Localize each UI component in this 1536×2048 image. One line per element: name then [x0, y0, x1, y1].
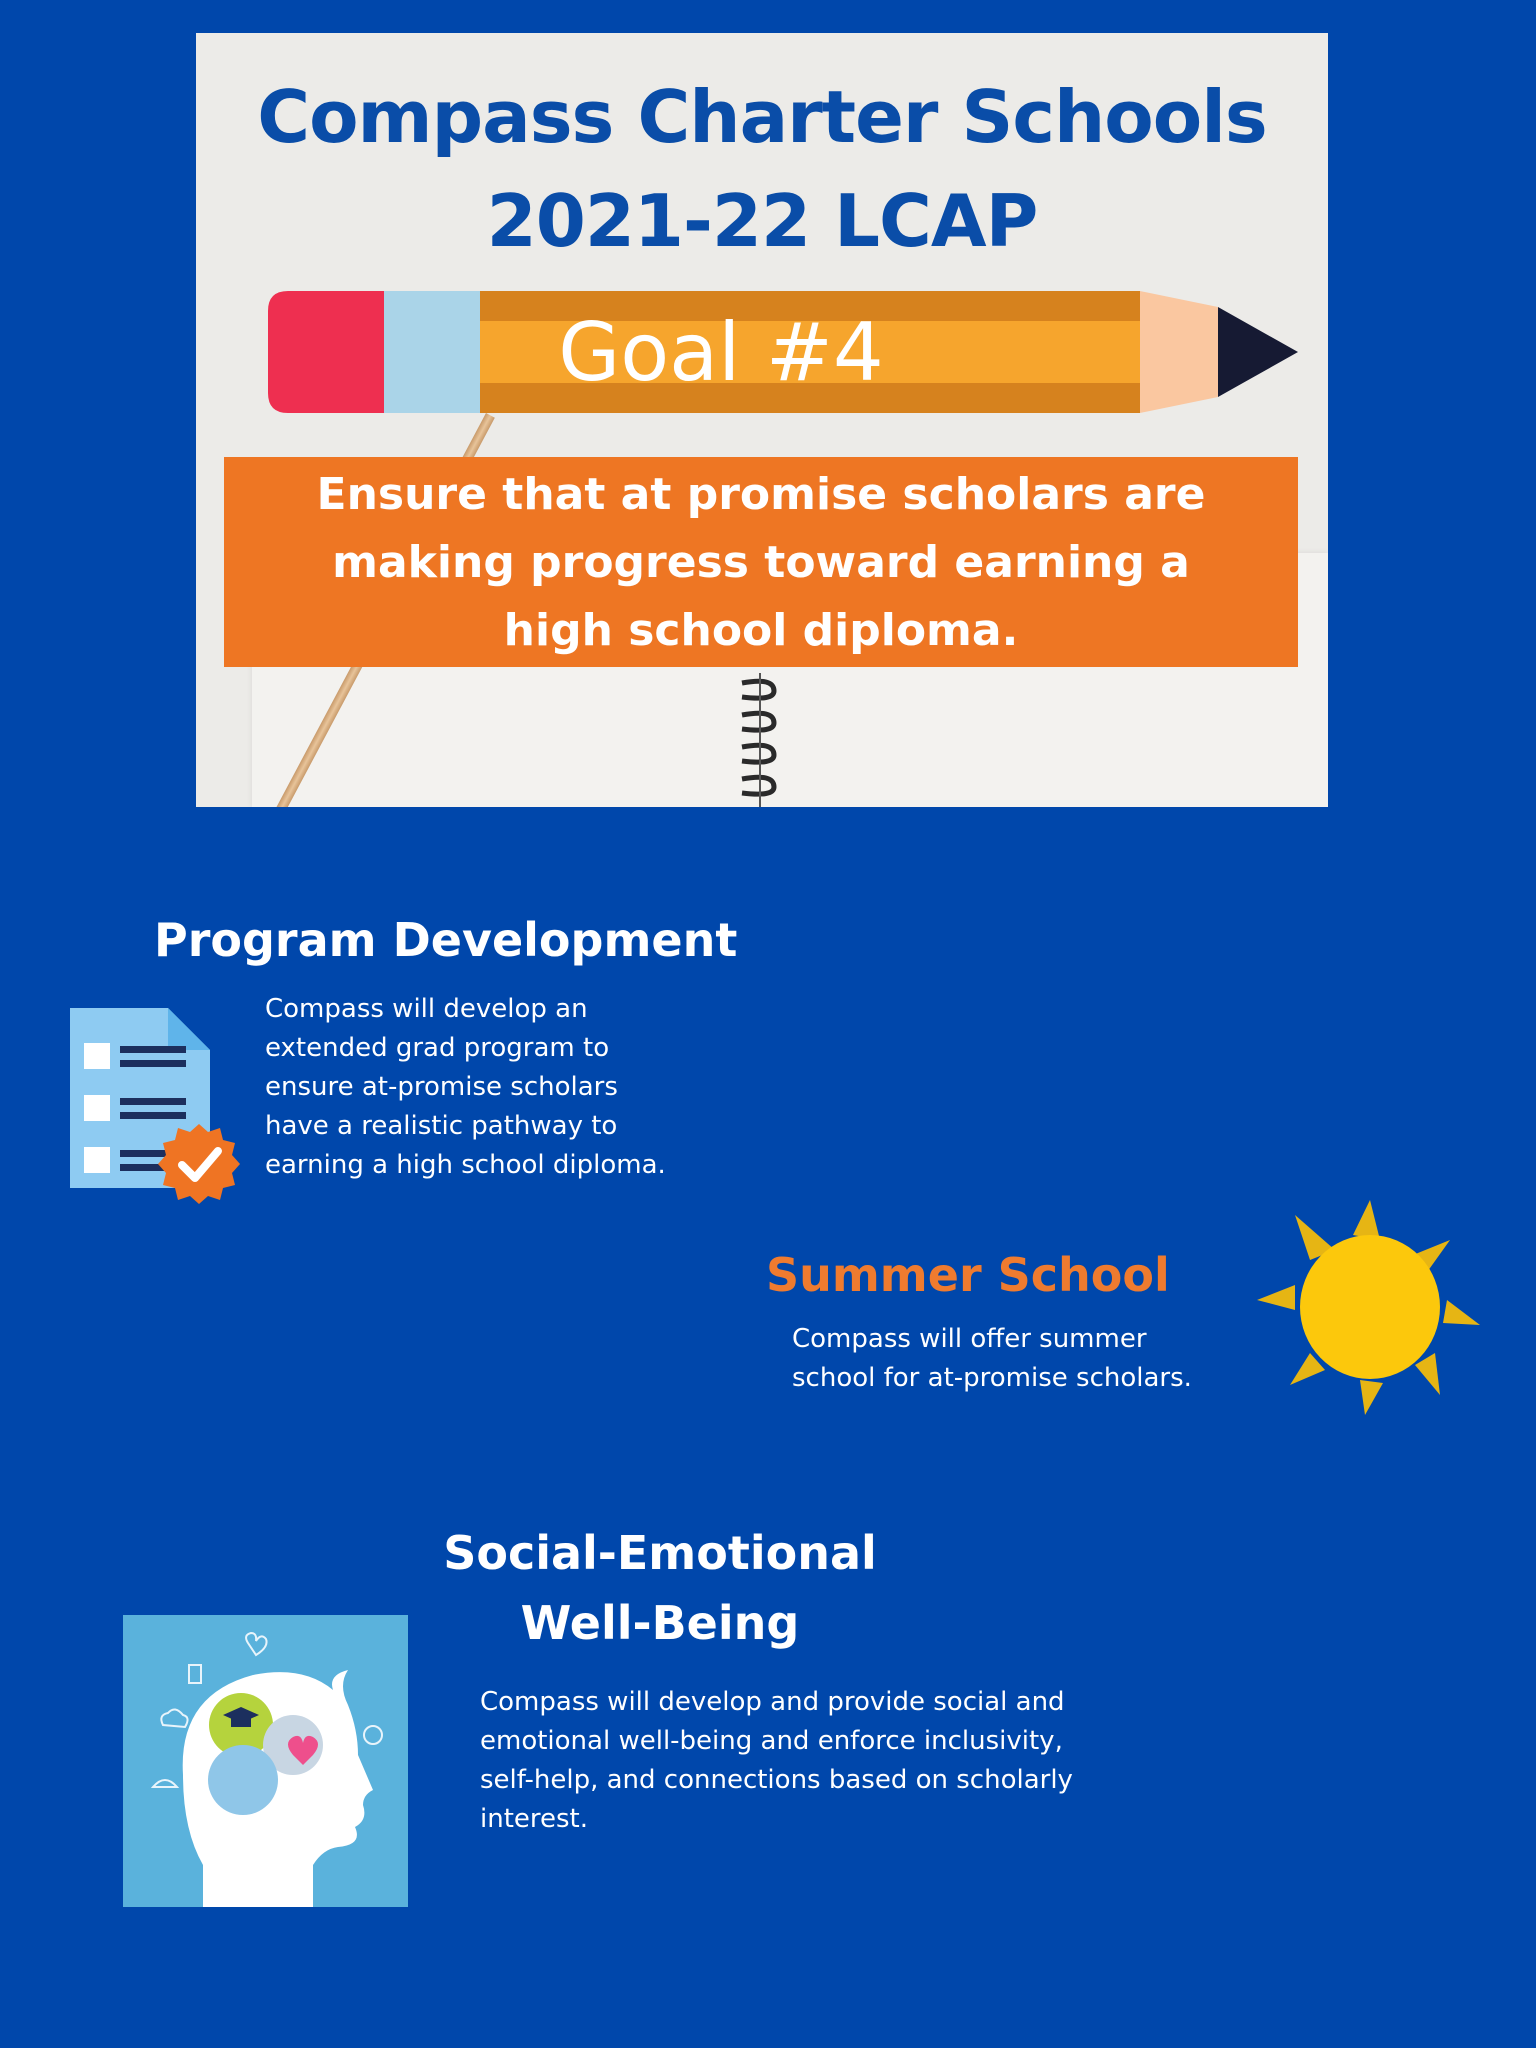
goal-statement: [224, 457, 1298, 667]
title-line-2: 2021-22 LCAP: [486, 179, 1038, 263]
text-line: Compass will offer summer: [792, 1324, 1147, 1354]
text-line: Compass will develop an: [265, 994, 588, 1024]
program-development-title: Program Development: [154, 913, 738, 967]
page-title: [196, 65, 1328, 273]
summer-school-text: [792, 1320, 1192, 1398]
text-line: emotional well-being and enforce inclusivity,: [480, 1726, 1063, 1756]
title-line-2: Well-Being: [520, 1596, 800, 1650]
head-wellbeing-icon: [123, 1615, 408, 1907]
text-line: school for at-promise scholars.: [792, 1363, 1192, 1393]
goal-line-1: Ensure that at promise scholars are: [316, 469, 1206, 520]
title-line-1: Social-Emotional: [443, 1526, 877, 1580]
sun-icon: [1255, 1195, 1480, 1415]
social-emotional-text: [480, 1683, 1073, 1839]
text-line: interest.: [480, 1804, 589, 1834]
text-line: ensure at-promise scholars: [265, 1072, 618, 1102]
goal-label: Goal #4: [558, 306, 884, 399]
text-line: earning a high school diploma.: [265, 1150, 666, 1180]
header-banner: [196, 33, 1328, 807]
checklist-document-icon: [64, 1008, 244, 1208]
text-line: self-help, and connections based on scholarly: [480, 1765, 1073, 1795]
notebook-spiral-icon: [734, 673, 784, 807]
summer-school-title: Summer School: [766, 1248, 1170, 1302]
title-line-1: Compass Charter Schools: [257, 75, 1267, 159]
program-development-text: [265, 990, 666, 1185]
goal-line-3: high school diploma.: [503, 605, 1019, 656]
text-line: extended grad program to: [265, 1033, 610, 1063]
text-line: have a realistic pathway to: [265, 1111, 618, 1141]
goal-line-2: making progress toward earning a: [332, 537, 1190, 588]
text-line: Compass will develop and provide social and: [480, 1687, 1065, 1717]
social-emotional-title: [440, 1518, 880, 1658]
